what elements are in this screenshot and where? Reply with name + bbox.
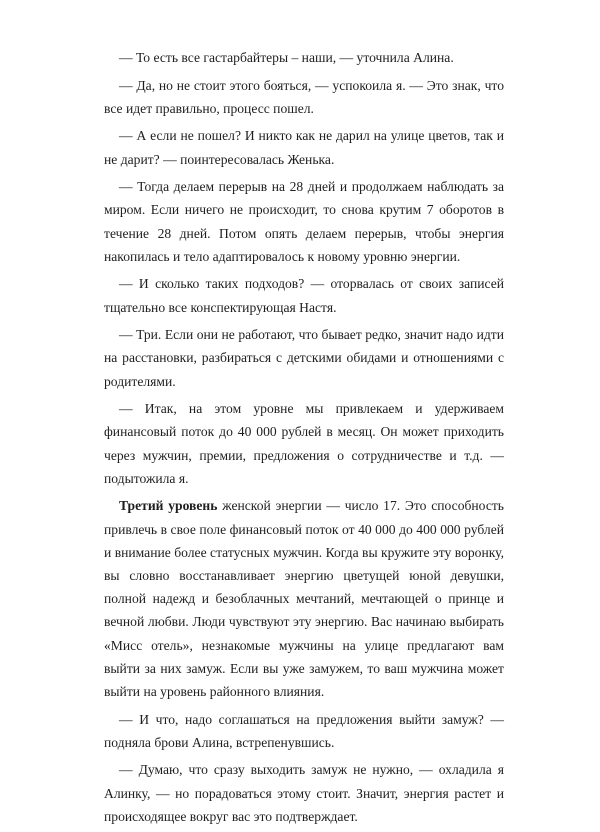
paragraph-text: — Да, но не стоит этого бояться, — успокоила я. — Это знак, что все идет правильно, процесс пошел. (104, 77, 504, 116)
section-heading-third-level: Третий уровень (119, 498, 218, 514)
paragraph-5 (104, 272, 504, 318)
text-body (104, 46, 504, 832)
paragraph-1 (104, 46, 504, 69)
paragraph-8 (104, 494, 504, 703)
paragraph-text: — То есть все гастарбайтеры – наши, — уточнила Алина. (119, 50, 454, 65)
paragraph-text: — Три. Если они не работают, что бывает редко, значит надо идти на расстановки, разбираться с детскими обидами и отношениями с родителями. (104, 327, 504, 389)
paragraph-text: женской энергии — число 17. Это способность привлечь в свое поле финансовый поток от 40 000 до 400 000 рублей и внимание более статусных мужчин. Когда вы кружите эту воронку, вы словно восстанавливает энергию цветущей юной девушки, полной надежд и безоблачных мечтаний, мечтающей о принце и вечной любви. Люди чувствуют эту энергию. Вас начинаю выбирать «Мисс отель», незнакомые мужчины на улице предлагают вам выйти за них замуж. Если вы уже замужем, то ваш мужчина может выйти на уровень районного влияния. (104, 498, 504, 700)
paragraph-text: — Тогда делаем перерыв на 28 дней и продолжаем наблюдать за миром. Если ничего не происходит, то снова крутим 7 оборотов в течение 28 дней. Потом опять делаем перерыв, чтобы энергия накопилась и тело адаптировалось к новому уровню энергии. (104, 179, 504, 264)
paragraph-text: — Итак, на этом уровне мы привлекаем и удерживаем финансовый поток до 40 000 рублей в месяц. Он может приходить через мужчин, премии, предложения о сотрудничестве и т.д. — подытожила я. (104, 401, 504, 486)
paragraph-text: — А если не пошел? И никто как не дарил на улице цветов, так и не дарит? — поинтересовалась Женька. (104, 128, 504, 167)
paragraph-6 (104, 323, 504, 393)
paragraph-10 (104, 758, 504, 828)
paragraph-text: — Думаю, что сразу выходить замуж не нужно, — охладила я Алинку, — но порадоваться этому стоит. Значит, энергия растет и происходящее вокруг вас это подтверждает. (104, 762, 504, 824)
paragraph-4 (104, 175, 504, 268)
paragraph-text: — И сколько таких подходов? — оторвалась от своих записей тщательно все конспектирующая Настя. (104, 276, 504, 315)
paragraph-2 (104, 74, 504, 120)
paragraph-text: — И что, надо соглашаться на предложения выйти замуж? — подняла брови Алина, встрепенувшись. (104, 711, 504, 750)
paragraph-9 (104, 708, 504, 754)
paragraph-7 (104, 397, 504, 490)
paragraph-3 (104, 124, 504, 170)
